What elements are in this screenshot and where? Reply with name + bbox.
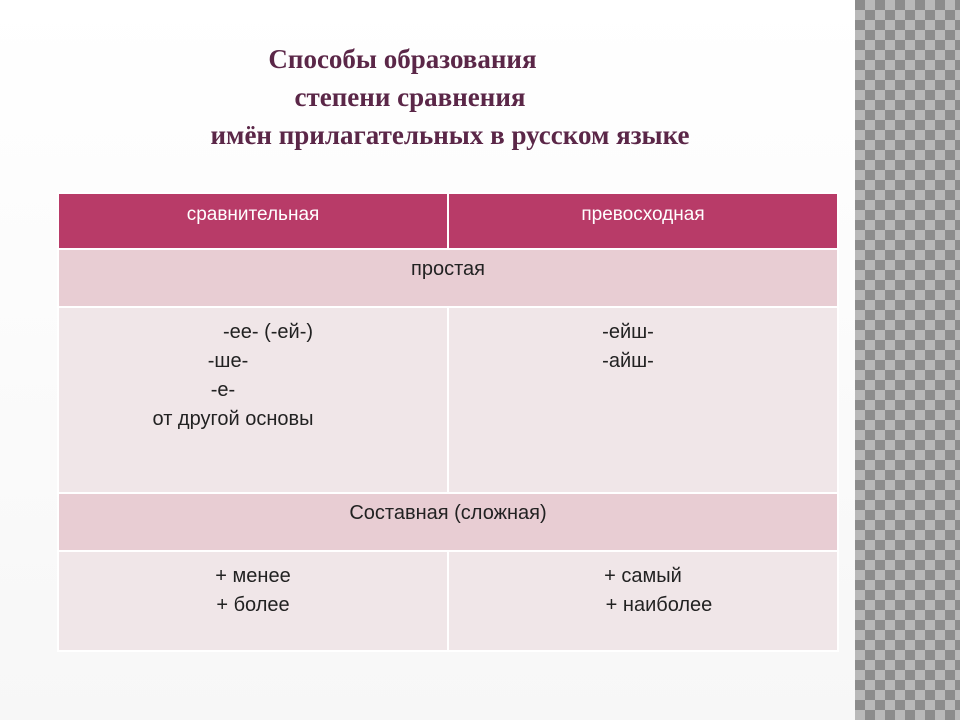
compound-item: + более — [216, 594, 290, 616]
slide-title — [60, 40, 840, 154]
section-simple-label: простая — [58, 249, 838, 307]
compound-item: + наиболее — [605, 594, 713, 616]
section-row-compound — [58, 493, 838, 551]
comparison-table — [57, 192, 839, 652]
table-header-row — [58, 193, 838, 249]
compound-item: + менее — [215, 565, 291, 587]
section-row-simple — [58, 249, 838, 307]
suffix-item: -е- — [210, 379, 236, 401]
suffix-item: -ше- — [207, 350, 249, 372]
title-line-2: степени сравнения — [294, 82, 526, 112]
title-line-3: имён прилагательных в русском языке — [210, 120, 690, 150]
table-row — [58, 307, 838, 493]
compound-item: + самый — [604, 565, 682, 587]
section-compound-label: Составная (сложная) — [58, 493, 838, 551]
decorative-side-pattern — [855, 0, 960, 720]
title-line-1: Способы образования — [268, 44, 537, 74]
table-row — [58, 551, 838, 651]
suffix-item: -ейш- — [602, 321, 654, 343]
cell-simple-comparative — [58, 307, 448, 493]
cell-compound-comparative — [58, 551, 448, 651]
suffix-item: -ее- (-ей-) — [222, 321, 314, 343]
cell-simple-superlative — [448, 307, 838, 493]
cell-compound-superlative — [448, 551, 838, 651]
header-superlative: превосходная — [448, 193, 838, 249]
suffix-item: от другой основы — [152, 408, 314, 430]
suffix-item: -айш- — [602, 350, 654, 372]
header-comparative: сравнительная — [58, 193, 448, 249]
